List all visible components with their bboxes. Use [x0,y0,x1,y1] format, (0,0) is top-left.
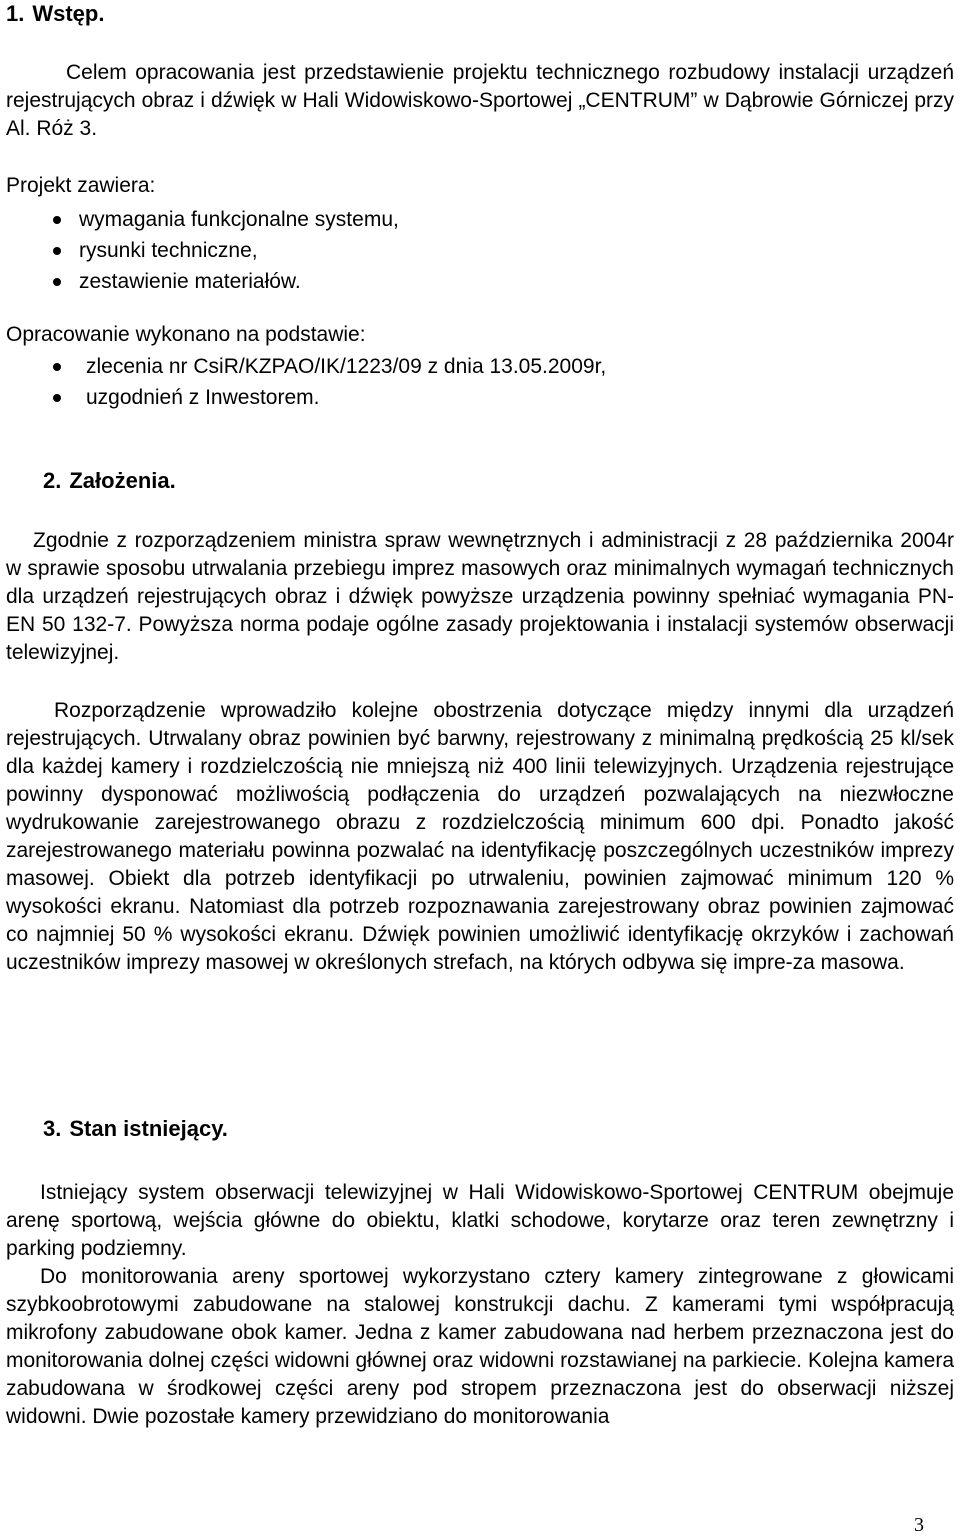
assumptions-paragraph-1: Zgodnie z rozporządzeniem ministra spraw wewnętrznych i administracji z 28 października 2004r w sprawie sposobu utrwalania przebiegu imprez masowych oraz minimalnych wymagań technicznych dla urządzeń rejestrujących obraz i dźwięk powyższe urządzenia powinny spełniać wymagania PN-EN 50 132-7. Powyższa norma podaje ogólne zasady projektowania i instalacji systemów obserwacji telewizyjnej. [6,529,954,664]
section-title: Wstęp. [32,1,105,26]
section-number: 2. [43,468,62,493]
assumptions-paragraph-2: Rozporządzenie wprowadziło kolejne obostrzenia dotyczące między innymi dla urządzeń rejestrujących. Utrwalany obraz powinien być barwny, rejestrowany z minimalną prędkością 25 kl/sek dla każdej kamery i rozdzielczością nie mniejszą niż 400 linii telewizyjnych. Urządzenia rejestrujące powinny dysponować możliwością podłączenia do urządzeń pozwalających na niezwłoczne wydrukowanie zarejestrowanego obrazu z rozdzielczością minimum 600 dpi. Ponadto jakość zarejestrowanego materiału powinna pozwalać na identyfikację poszczególnych uczestników imprezy masowej. Obiekt dla potrzeb identyfikacji po utrwaleniu, powinien zajmować minimum 120 % wysokości ekranu. Natomiast dla potrzeb rozpoznawania zarejestrowany obraz powinien zajmować co najmniej 50 % wysokości ekranu. Dźwięk powinien umożliwić identyfikację okrzyków i zachowań uczestników imprezy masowej w określonych strefach, na których odbywa się impre-za masowa. [6,699,954,974]
section-number: 3. [43,1116,62,1141]
existing-paragraph-1: Istniejący system obserwacji telewizyjnej w Hali Widowiskowo-Sportowej CENTRUM obejmuje arenę sportową, wejścia główne do obiektu, klatki schodowe, korytarze oraz teren zewnętrzny i parking podziemny. [6,1181,954,1260]
section-title: Założenia. [69,468,176,493]
contains-label: Projekt zawiera: [6,174,156,197]
section-title: Stan istniejący. [69,1116,228,1141]
section-heading-2 [43,467,176,495]
bullet-icon [53,247,61,255]
bullet-icon [53,363,61,371]
basis-label: Opracowanie wykonano na podstawie: [6,323,366,346]
section-number: 1. [6,1,25,26]
section-heading-3 [43,1115,228,1143]
section-heading-1 [6,0,104,28]
bullet-icon [53,278,61,286]
existing-paragraph-2: Do monitorowania areny sportowej wykorzystano cztery kamery zintegrowane z głowicami szybkoobrotowymi zabudowane na stalowej konstrukcji dachu. Z kamerami tymi współpracują mikrofony zabudowane obok kamer. Jedna z kamer zabudowana nad herbem przeznaczona jest do monitorowania dolnej części widowni głównej oraz widowni rozstawianej na parkiecie. Kolejna kamera zabudowana w środkowej części areny pod stropem przeznaczona jest do obserwacji niższej widowni. Dwie pozostałe kamery przewidziano do monitorowania [6,1265,954,1428]
bullet-icon [53,394,61,402]
page-number: 3 [914,1514,924,1536]
intro-paragraph: Celem opracowania jest przedstawienie projektu technicznego rozbudowy instalacji urządzeń rejestrujących obraz i dźwięk w Hali Widowiskowo-Sportowej „CENTRUM” w Dąbrowie Górniczej przy Al. Róż 3. [6,61,954,140]
bullet-icon [53,216,61,224]
